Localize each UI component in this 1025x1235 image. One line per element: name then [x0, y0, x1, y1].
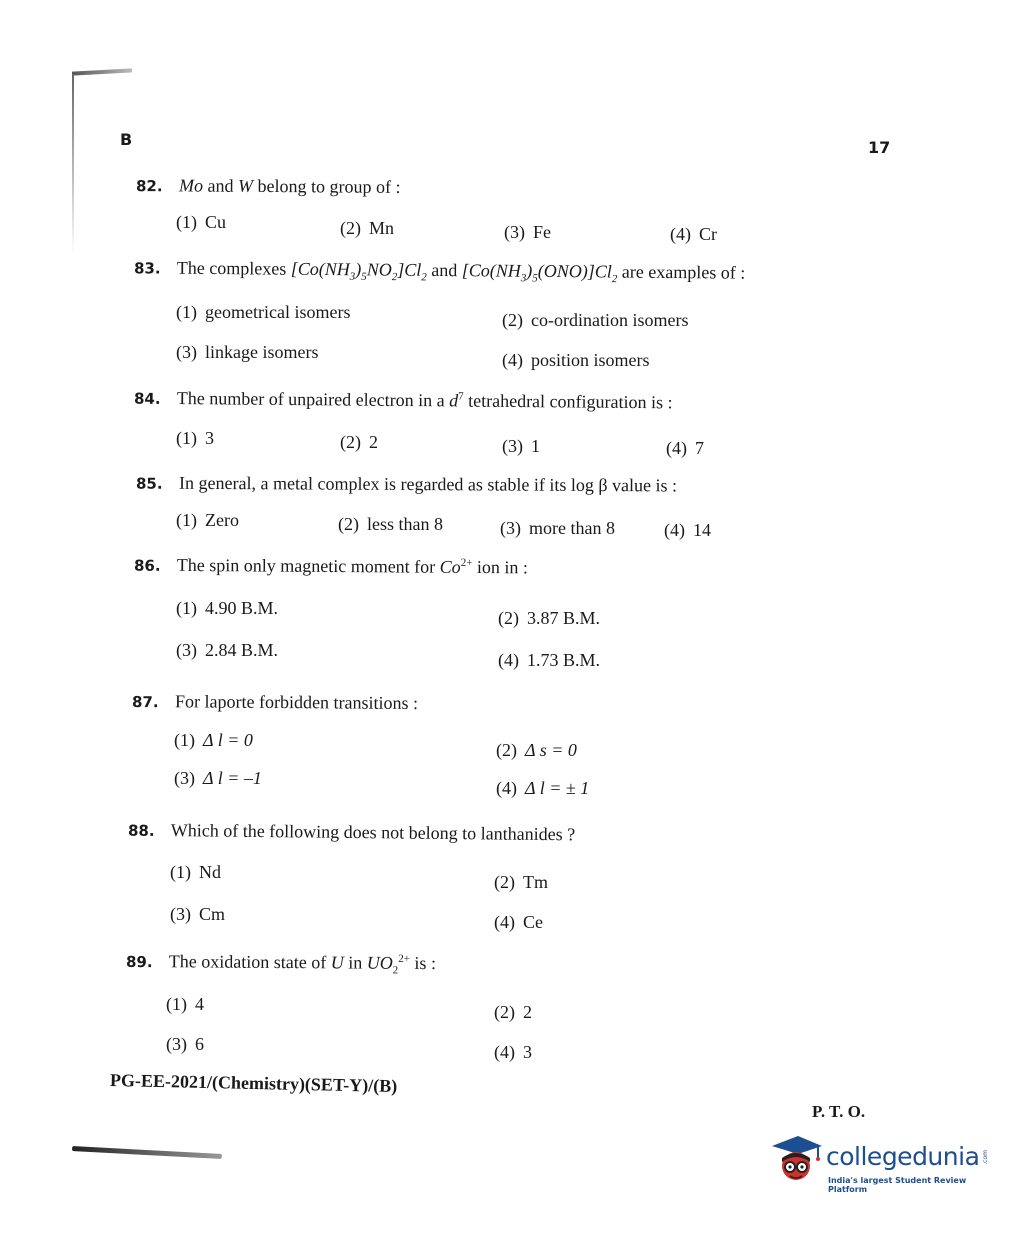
question-number: 88.: [127, 821, 155, 840]
logo-wordmark: collegedunia: [826, 1142, 980, 1171]
option-88-4: (4) Ce: [494, 912, 543, 932]
logo-tagline: India's largest Student Review Platform: [828, 1176, 967, 1194]
question-number: 83.: [133, 259, 161, 278]
question-84: 84. The number of unpaired electron in a $d^7$ tetrahedral configuration is :: [133, 388, 673, 413]
set-letter: B: [120, 130, 133, 149]
scan-edge-bottom: [72, 1146, 222, 1159]
logo-dotcom: .com: [982, 1150, 989, 1165]
question-number: 85.: [135, 474, 163, 493]
collegedunia-logo[interactable]: [768, 1130, 998, 1194]
option-84-4: (4) 7: [666, 438, 704, 458]
option-86-3: (3) 2.84 B.M.: [176, 640, 279, 660]
paper-code: PG-EE-2021/(Chemistry)(SET-Y)/(B): [109, 1070, 398, 1097]
option-82-4: (4) Cr: [670, 224, 717, 244]
option-87-3: (3) Δ l = –1: [174, 768, 262, 788]
question-85: 85. In general, a metal complex is regarded as stable if its log β value is :: [135, 472, 678, 496]
option-83-2: (2) co-ordination isomers: [502, 310, 689, 330]
option-89-3: (3) 6: [166, 1034, 204, 1054]
complex-formula-1: $[Co(NH_3)_5NO_2]Cl_2$: [290, 258, 427, 284]
option-88-3: (3) Cm: [170, 904, 226, 924]
please-turn-over: P. T. O.: [812, 1102, 866, 1121]
option-82-1: (1) Cu: [176, 212, 227, 232]
option-83-4: (4) position isomers: [502, 350, 650, 370]
question-89: 89. The oxidation state of U in $UO_2^{2+}$ is :: [125, 951, 437, 977]
option-87-4: (4) Δ l = ± 1: [496, 778, 590, 798]
question-number: 87.: [131, 693, 159, 712]
option-82-2: (2) Mn: [340, 218, 395, 238]
option-87-1: (1) Δ l = 0: [174, 730, 253, 750]
question-87: 87. For laporte forbidden transitions :: [131, 691, 419, 713]
question-86: 86. The spin only magnetic moment for $Co^{2+}$ ion in :: [133, 554, 529, 578]
option-86-4: (4) 1.73 B.M.: [498, 650, 601, 670]
option-86-2: (2) 3.87 B.M.: [498, 608, 601, 628]
option-88-2: (2) Tm: [494, 872, 548, 892]
option-89-1: (1) 4: [166, 994, 204, 1014]
option-82-3: (3) Fe: [504, 222, 551, 242]
option-84-2: (2) 2: [340, 432, 378, 452]
question-number: 82.: [135, 177, 163, 196]
graduate-mascot-icon: [768, 1130, 824, 1186]
question-number: 86.: [133, 556, 161, 575]
option-89-4: (4) 3: [494, 1042, 532, 1062]
question-number: 84.: [133, 389, 161, 408]
option-85-4: (4) 14: [664, 520, 711, 540]
scan-edge-top: [72, 68, 132, 75]
option-87-2: (2) Δ s = 0: [496, 740, 577, 760]
option-83-1: (1) geometrical isomers: [176, 302, 351, 322]
option-84-3: (3) 1: [502, 436, 540, 456]
question-88: 88. Which of the following does not belong to lanthanides ?: [127, 820, 576, 845]
question-number: 89.: [125, 952, 153, 972]
option-85-1: (1) Zero: [176, 510, 239, 530]
option-83-3: (3) linkage isomers: [176, 342, 319, 362]
question-82: 82. Mo and W belong to group of :: [135, 175, 401, 197]
option-84-1: (1) 3: [176, 428, 214, 448]
question-83: 83. The complexes $[Co(NH_3)_5NO_2]Cl_2$ and $[Co(NH_3)_5(ONO)]Cl_2$ are examples of :: [133, 257, 746, 286]
page-number: 17: [868, 138, 891, 157]
option-89-2: (2) 2: [494, 1002, 532, 1022]
option-85-2: (2) less than 8: [338, 514, 443, 534]
option-88-1: (1) Nd: [170, 862, 221, 882]
complex-formula-2: $[Co(NH_3)_5(ONO)]Cl_2$: [461, 260, 618, 286]
scan-edge-left: [72, 74, 74, 254]
option-85-3: (3) more than 8: [500, 518, 615, 538]
option-86-1: (1) 4.90 B.M.: [176, 598, 279, 618]
